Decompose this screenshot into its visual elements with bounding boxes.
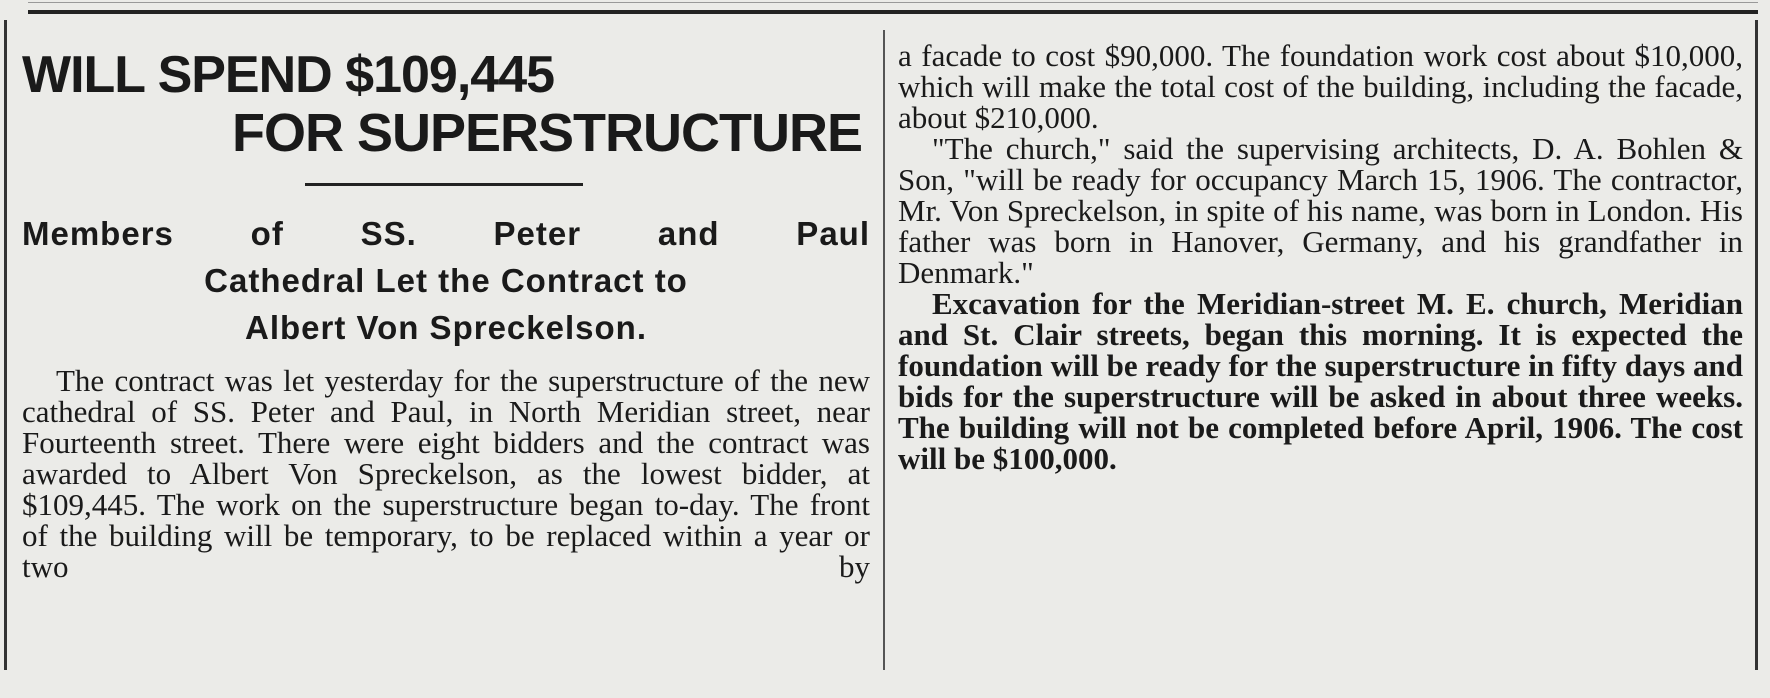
subheadline xyxy=(22,210,870,351)
top-thin-rule xyxy=(28,2,1758,3)
subhead-line-3: Albert Von Spreckelson. xyxy=(245,309,647,347)
right-border-rule xyxy=(1755,20,1758,670)
top-rule xyxy=(28,10,1758,14)
body-paragraph-3: "The church," said the supervising architects, D. A. Bohlen & Son, "will be ready for occupancy March 15, 1906. The contractor, Mr. Von Spreckelson, in spite of his name, was born in London. His father was born in Hanover, Germany, and his grandfather in Denmark." xyxy=(898,131,1743,290)
body-paragraph-4: Excavation for the Meridian-street M. E. church, Meridian and St. Clair streets, began this morning. It is expected the foundation will be ready for the superstructure in fifty days and bids for the superstructure will be asked in about three weeks. The building will not be completed before April, 1906. The cost will be $100,000. xyxy=(898,286,1743,476)
headline-line-1: WILL SPEND $109,445 xyxy=(22,46,555,104)
headline-line-2: FOR SUPERSTRUCTURE xyxy=(231,102,862,163)
body-paragraph-1: The contract was let yesterday for the superstructure of the new cathedral of SS. Peter and Paul, in North Meridian street, near Fourteenth street. There were eight bidders and the contract was awarded to Albert Von Spreckelson, as the lowest bidder, at $109,445. The work on the superstructure began to-day. The front of the building will be temporary, to be replaced within a year or two by xyxy=(22,363,870,585)
headline-divider xyxy=(305,183,583,186)
left-border-rule xyxy=(4,20,7,670)
column-divider xyxy=(883,30,885,670)
body-paragraph-2: a facade to cost $90,000. The foundation work cost about $10,000, which will make the total cost of the building, including the facade, about $210,000. xyxy=(898,38,1743,135)
left-column xyxy=(22,40,870,585)
right-column xyxy=(898,40,1743,474)
subhead-line-2: Cathedral Let the Contract to xyxy=(204,262,688,300)
subhead-line-1: Members of SS. Peter and Paul xyxy=(22,215,870,253)
